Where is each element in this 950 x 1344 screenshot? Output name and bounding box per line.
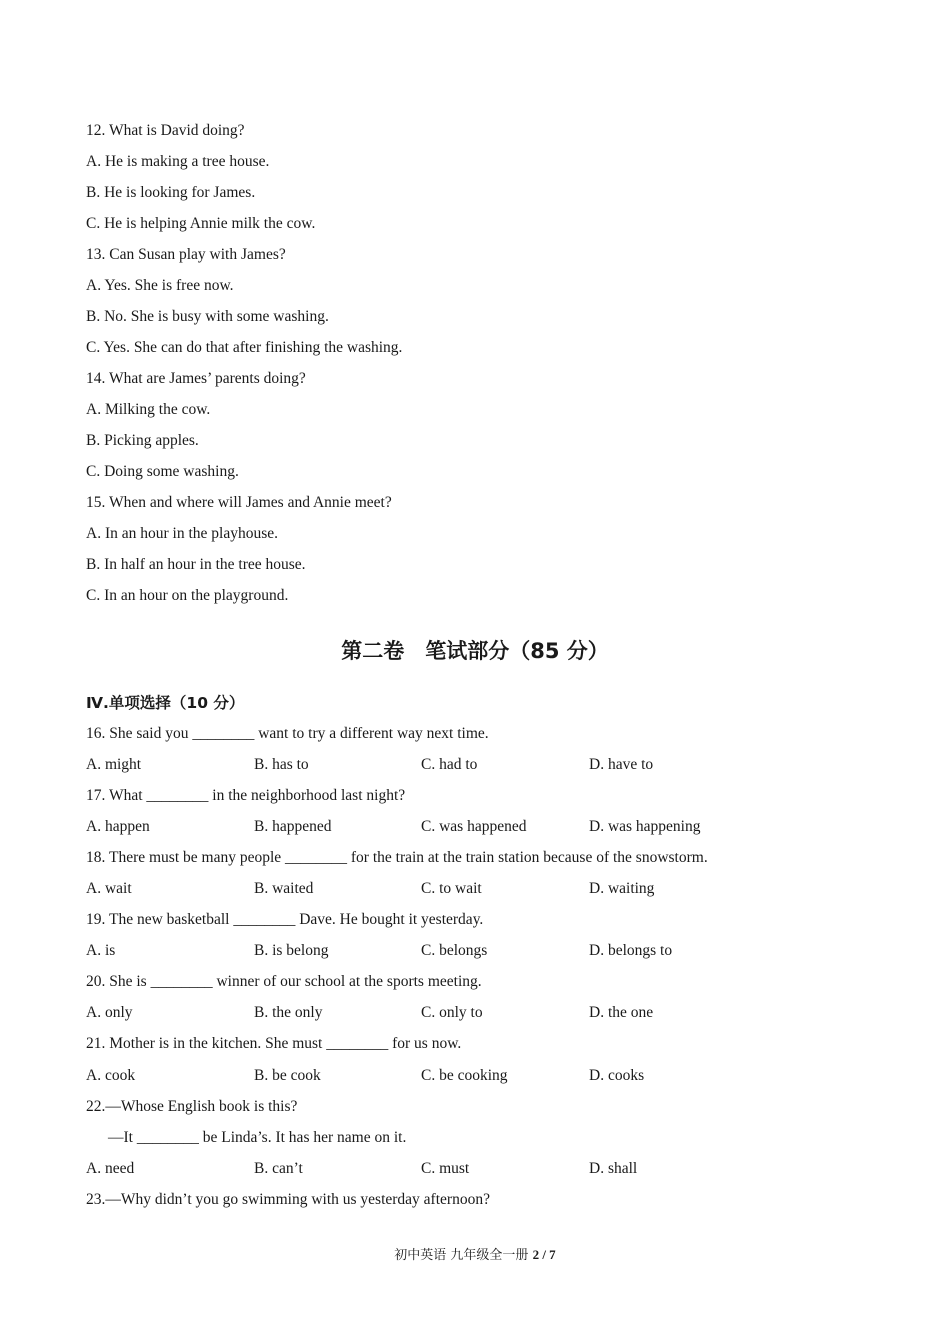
question-16: 16. She said you ________ want to try a different way next time.	[86, 725, 489, 742]
option-20d: D. the one	[589, 1004, 654, 1021]
option-22d: D. shall	[589, 1160, 638, 1177]
footer-text: 初中英语 九年级全一册	[394, 1248, 533, 1263]
question-12: 12. What is David doing?	[86, 122, 245, 139]
option-16c: C. had to	[421, 756, 478, 773]
option-19a: A. is	[86, 942, 116, 959]
options-20	[86, 1003, 846, 1023]
option-21a: A. cook	[86, 1067, 136, 1084]
question-22-response: —It ________ be Linda’s. It has her name on it.	[108, 1129, 407, 1146]
question-15: 15. When and where will James and Annie meet?	[86, 494, 392, 511]
question-13: 13. Can Susan play with James?	[86, 246, 286, 263]
question-17: 17. What ________ in the neighborhood last night?	[86, 787, 406, 804]
option-22b: B. can’t	[254, 1160, 303, 1177]
option-14a: A. Milking the cow.	[86, 401, 211, 418]
option-22a: A. need	[86, 1160, 135, 1177]
option-16d: D. have to	[589, 756, 654, 773]
options-22	[86, 1159, 846, 1179]
options-16	[86, 755, 846, 775]
option-18b: B. waited	[254, 880, 314, 897]
question-21: 21. Mother is in the kitchen. She must ________ for us now.	[86, 1035, 462, 1052]
page-number: 2 / 7	[532, 1247, 556, 1262]
option-22c: C. must	[421, 1160, 470, 1177]
option-12b: B. He is looking for James.	[86, 184, 256, 201]
section-title: 第二卷 笔试部分（85 分）	[341, 639, 609, 663]
option-13a: A. Yes. She is free now.	[86, 277, 234, 294]
option-20a: A. only	[86, 1004, 133, 1021]
options-19	[86, 941, 846, 961]
option-17a: A. happen	[86, 818, 150, 835]
option-17b: B. happened	[254, 818, 332, 835]
option-16b: B. has to	[254, 756, 309, 773]
option-15c: C. In an hour on the playground.	[86, 587, 289, 604]
question-23: 23.—Why didn’t you go swimming with us yesterday afternoon?	[86, 1191, 490, 1208]
option-18d: D. waiting	[589, 880, 655, 897]
option-14c: C. Doing some washing.	[86, 463, 239, 480]
option-21b: B. be cook	[254, 1067, 321, 1084]
option-16a: A. might	[86, 756, 142, 773]
question-20: 20. She is ________ winner of our school at the sports meeting.	[86, 973, 482, 990]
options-18	[86, 879, 846, 899]
option-21c: C. be cooking	[421, 1067, 508, 1084]
option-21d: D. cooks	[589, 1067, 645, 1084]
question-19: 19. The new basketball ________ Dave. He bought it yesterday.	[86, 911, 484, 928]
option-13c: C. Yes. She can do that after finishing the washing.	[86, 339, 403, 356]
option-12a: A. He is making a tree house.	[86, 153, 270, 170]
option-19b: B. is belong	[254, 942, 329, 959]
options-17	[86, 817, 846, 837]
option-20c: C. only to	[421, 1004, 483, 1021]
options-21	[86, 1066, 846, 1086]
option-17c: C. was happened	[421, 818, 527, 835]
option-20b: B. the only	[254, 1004, 323, 1021]
option-13b: B. No. She is busy with some washing.	[86, 308, 329, 325]
option-14b: B. Picking apples.	[86, 432, 199, 449]
question-18: 18. There must be many people ________ for the train at the train station because of the snowstorm.	[86, 849, 708, 866]
question-22: 22.—Whose English book is this?	[86, 1098, 298, 1115]
option-18c: C. to wait	[421, 880, 482, 897]
option-15b: B. In half an hour in the tree house.	[86, 556, 306, 573]
question-14: 14. What are James’ parents doing?	[86, 370, 306, 387]
section-subheading: Ⅳ.单项选择（10 分）	[86, 694, 245, 712]
page-footer	[0, 1246, 950, 1265]
option-19c: C. belongs	[421, 942, 488, 959]
option-19d: D. belongs to	[589, 942, 673, 959]
option-12c: C. He is helping Annie milk the cow.	[86, 215, 316, 232]
option-15a: A. In an hour in the playhouse.	[86, 525, 278, 542]
option-17d: D. was happening	[589, 818, 701, 835]
option-18a: A. wait	[86, 880, 132, 897]
